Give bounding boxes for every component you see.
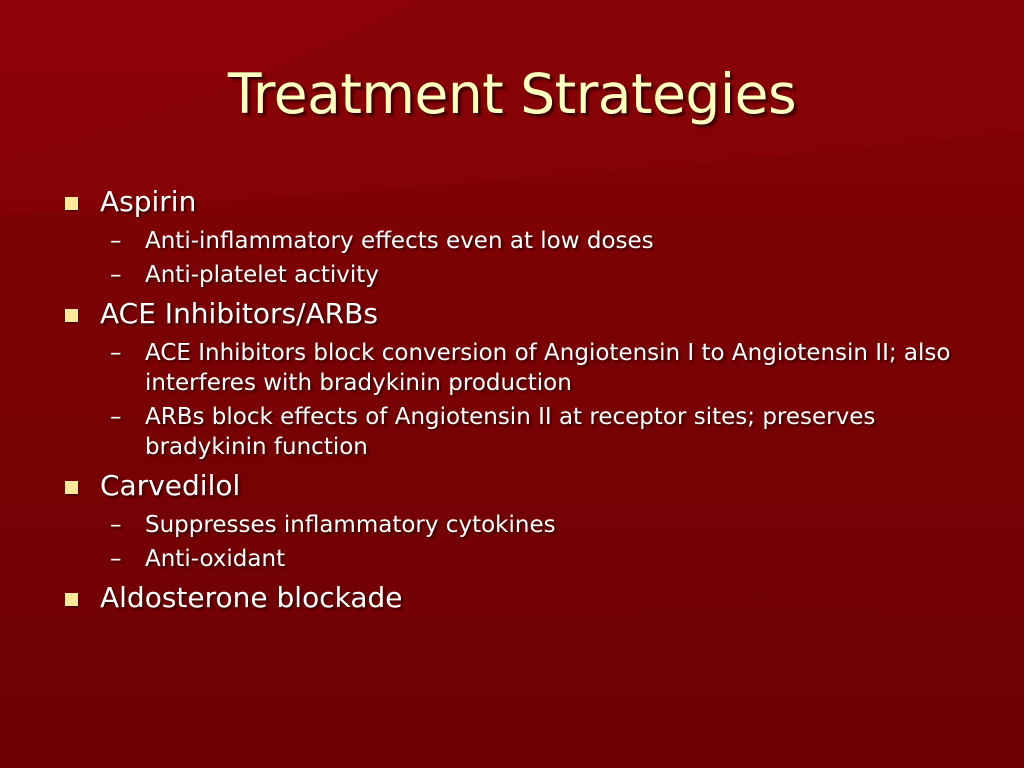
bullet-label: Aspirin [100,185,197,218]
dash-marker: – [110,228,122,254]
sub-bullet-item [62,260,965,290]
sub-bullet-text: Suppresses inflammatory cytokines [145,512,556,538]
square-bullet-icon [65,593,78,606]
sub-bullet-text: ACE Inhibitors block conversion of Angiotensin I to Angiotensin II; also interferes with bradykinin production [145,340,951,396]
bullet-label: Aldosterone blockade [100,581,403,614]
sub-bullet-item [62,402,965,462]
bullet-item [62,578,962,618]
dash-marker: – [110,512,122,538]
sub-bullet-item [62,544,965,574]
sub-bullet-item [62,510,965,540]
sub-bullet-item [62,226,965,256]
dash-marker: – [110,262,122,288]
sub-bullet-text: Anti-inflammatory effects even at low doses [145,228,654,254]
sub-bullet-item [62,338,965,398]
bullet-item [62,182,962,222]
square-bullet-icon [65,309,78,322]
square-bullet-icon [65,481,78,494]
sub-bullet-text: Anti-platelet activity [145,262,379,288]
sub-bullet-text: Anti-oxidant [145,546,286,572]
dash-marker: – [110,340,122,366]
slide-title: Treatment Strategies [227,62,797,126]
dash-marker: – [110,546,122,572]
dash-marker: – [110,404,122,430]
bullet-item [62,466,962,506]
bullet-label: ACE Inhibitors/ARBs [100,297,378,330]
sub-bullet-text: ARBs block effects of Angiotensin II at receptor sites; preserves bradykinin function [145,404,876,460]
bullet-list [62,180,962,618]
bullet-item [62,294,962,334]
bullet-label: Carvedilol [100,469,241,502]
square-bullet-icon [65,197,78,210]
